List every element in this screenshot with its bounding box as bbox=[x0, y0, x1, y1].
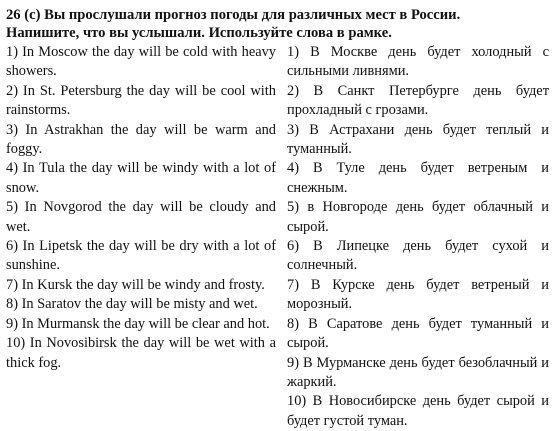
russian-item-2: 2) В Санкт Петербурге день будет прохладный с грозами. bbox=[287, 82, 549, 119]
russian-item-9: 9) В Мурманске день будет безоблачный и жаркий. bbox=[287, 354, 549, 390]
russian-item-8: 8) В Саратове день будет туманный и сырой. bbox=[287, 315, 549, 352]
english-item-9: 9) In Murmansk the day will be clear and hot. bbox=[6, 315, 270, 332]
russian-column bbox=[287, 43, 549, 431]
exercise-instruction: Напишите, что вы услышали. Используйте слова в рамке. bbox=[6, 25, 392, 41]
english-item-6: 6) In Lipetsk the day will be dry with a lot of sunshine. bbox=[6, 238, 276, 274]
english-column bbox=[6, 43, 276, 431]
russian-item-5: 5) в Новгороде день будет облачный и сырой. bbox=[287, 199, 549, 235]
english-item-4: 4) In Tula the day will be windy with a lot of snow. bbox=[6, 160, 276, 196]
english-item-5: 5) In Novgorod the day will be cloudy and wet. bbox=[6, 199, 276, 235]
russian-item-6: 6) В Липецке день будет сухой и солнечный. bbox=[287, 238, 549, 274]
russian-item-7: 7) В Курске день будет ветреный и морозный. bbox=[287, 276, 549, 313]
two-column-answers bbox=[6, 43, 549, 431]
russian-item-3: 3) В Астрахани день будет теплый и туманный. bbox=[287, 121, 549, 158]
english-item-2: 2) In St. Petersburg the day will be cool with rainstorms. bbox=[6, 82, 276, 119]
english-item-1: 1) In Moscow the day will be cold with heavy showers. bbox=[6, 44, 276, 80]
russian-item-1: 1) В Москве день будет холодный с сильными ливнями. bbox=[287, 44, 549, 80]
exercise-header bbox=[6, 6, 549, 42]
russian-item-4: 4) В Туле день будет ветреным и снежным. bbox=[287, 160, 549, 196]
exercise-title: 26 (с) Вы прослушали прогноз погоды для различных мест в России. bbox=[6, 7, 461, 23]
russian-item-10: 10) В Новосибирске день будет сырой и будет густой туман. bbox=[287, 393, 549, 429]
english-item-7: 7) In Kursk the day will be windy and frosty. bbox=[6, 276, 265, 293]
english-item-8: 8) In Saratov the day will be misty and wet. bbox=[6, 296, 258, 313]
english-item-3: 3) In Astrakhan the day will be warm and foggy. bbox=[6, 121, 276, 158]
english-item-10: 10) In Novosibirsk the day will be wet with a thick fog. bbox=[6, 335, 276, 371]
